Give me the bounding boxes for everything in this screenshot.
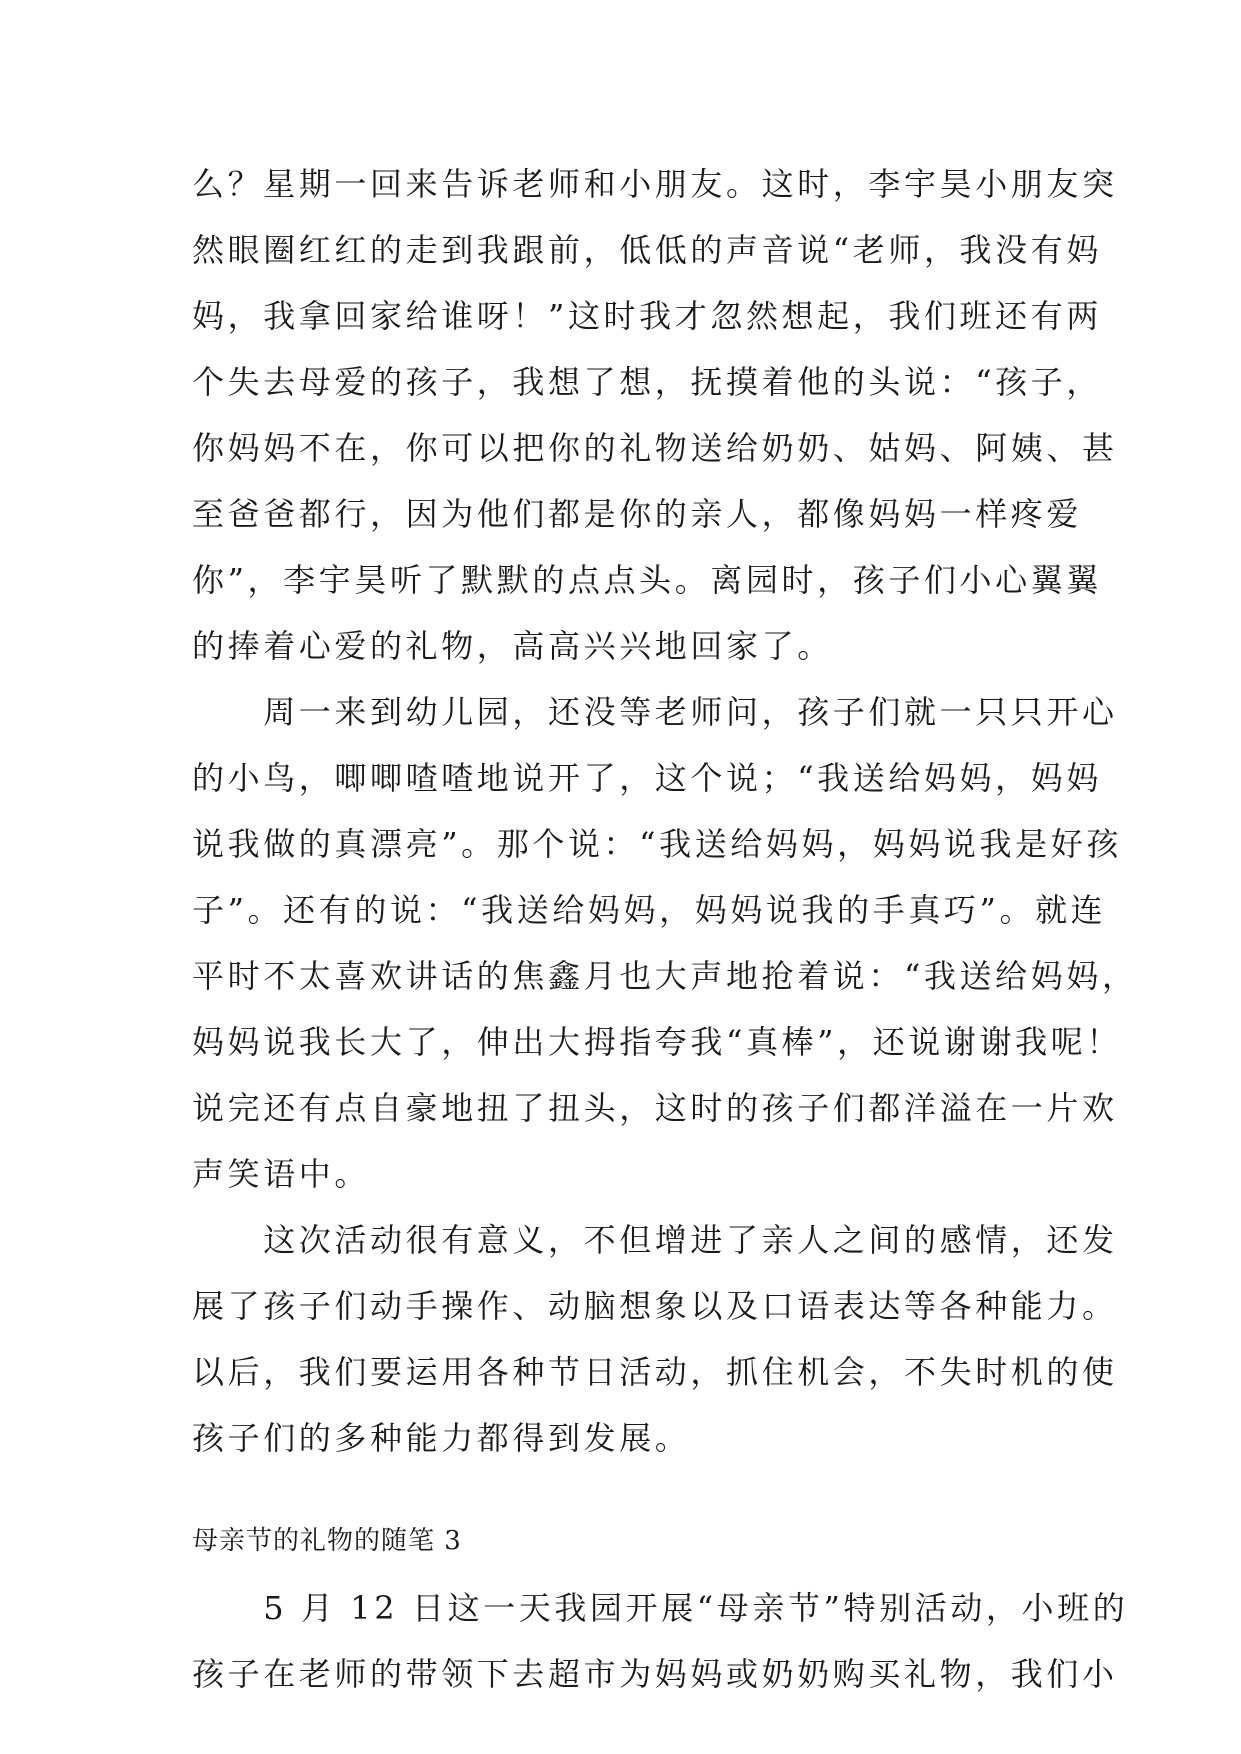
- paragraph-line: 5 月 12 日这一天我园开展“母亲节”特别活动，小班的: [192, 1589, 1129, 1627]
- paragraph-line: 妈妈说我长大了，伸出大拇指夸我“真棒”，还说谢谢我呢！: [192, 1023, 1122, 1061]
- paragraph-line: 以后，我们要运用各种节日活动，抓住机会，不失时机的使: [192, 1353, 1118, 1391]
- paragraph-line: 声笑语中。: [192, 1155, 371, 1193]
- paragraph-line: 孩子在老师的带领下去超市为妈妈或奶奶购买礼物，我们小: [192, 1655, 1118, 1693]
- paragraph-line: 妈，我拿回家给谁呀！”这时我才忽然想起，我们班还有两: [192, 297, 1102, 335]
- paragraph-line: 你”，李宇昊听了默默的点点头。离园时，孩子们小心翼翼: [192, 561, 1102, 599]
- paragraph-line: 子”。还有的说：“我送给妈妈，妈妈说我的手真巧”。就连: [192, 891, 1107, 929]
- paragraph-line: 说完还有点自豪地扭了扭头，这时的孩子们都洋溢在一片欢: [192, 1089, 1118, 1127]
- paragraph-line: 个失去母爱的孩子，我想了想，抚摸着他的头说：“孩子，: [192, 363, 1102, 401]
- paragraph-line: 你妈妈不在，你可以把你的礼物送给奶奶、姑妈、阿姨、甚: [192, 429, 1118, 467]
- paragraph-line: 平时不太喜欢讲话的焦鑫月也大声地抢着说：“我送给妈妈，: [192, 957, 1138, 995]
- paragraph-line: 么？星期一回来告诉老师和小朋友。这时，李宇昊小朋友突: [192, 165, 1118, 203]
- paragraph-line: 孩子们的多种能力都得到发展。: [192, 1419, 691, 1457]
- paragraph-line: 然眼圈红红的走到我跟前，低低的声音说“老师，我没有妈: [192, 231, 1102, 269]
- section-heading: 母亲节的礼物的随笔 3: [192, 1526, 462, 1556]
- paragraph-line: 周一来到幼儿园，还没等老师问，孩子们就一只只开心: [192, 693, 1118, 731]
- paragraph-line: 说我做的真漂亮”。那个说：“我送给妈妈，妈妈说我是好孩: [192, 825, 1122, 863]
- paragraph-line: 的小鸟，唧唧喳喳地说开了，这个说；“我送给妈妈，妈妈: [192, 759, 1102, 797]
- paragraph-line: 至爸爸都行，因为他们都是你的亲人，都像妈妈一样疼爱: [192, 495, 1083, 533]
- paragraph-line: 的捧着心爱的礼物，高高兴兴地回家了。: [192, 627, 833, 665]
- paragraph-line: 这次活动很有意义，不但增进了亲人之间的感情，还发: [192, 1221, 1118, 1259]
- paragraph-line: 展了孩子们动手操作、动脑想象以及口语表达等各种能力。: [192, 1287, 1118, 1325]
